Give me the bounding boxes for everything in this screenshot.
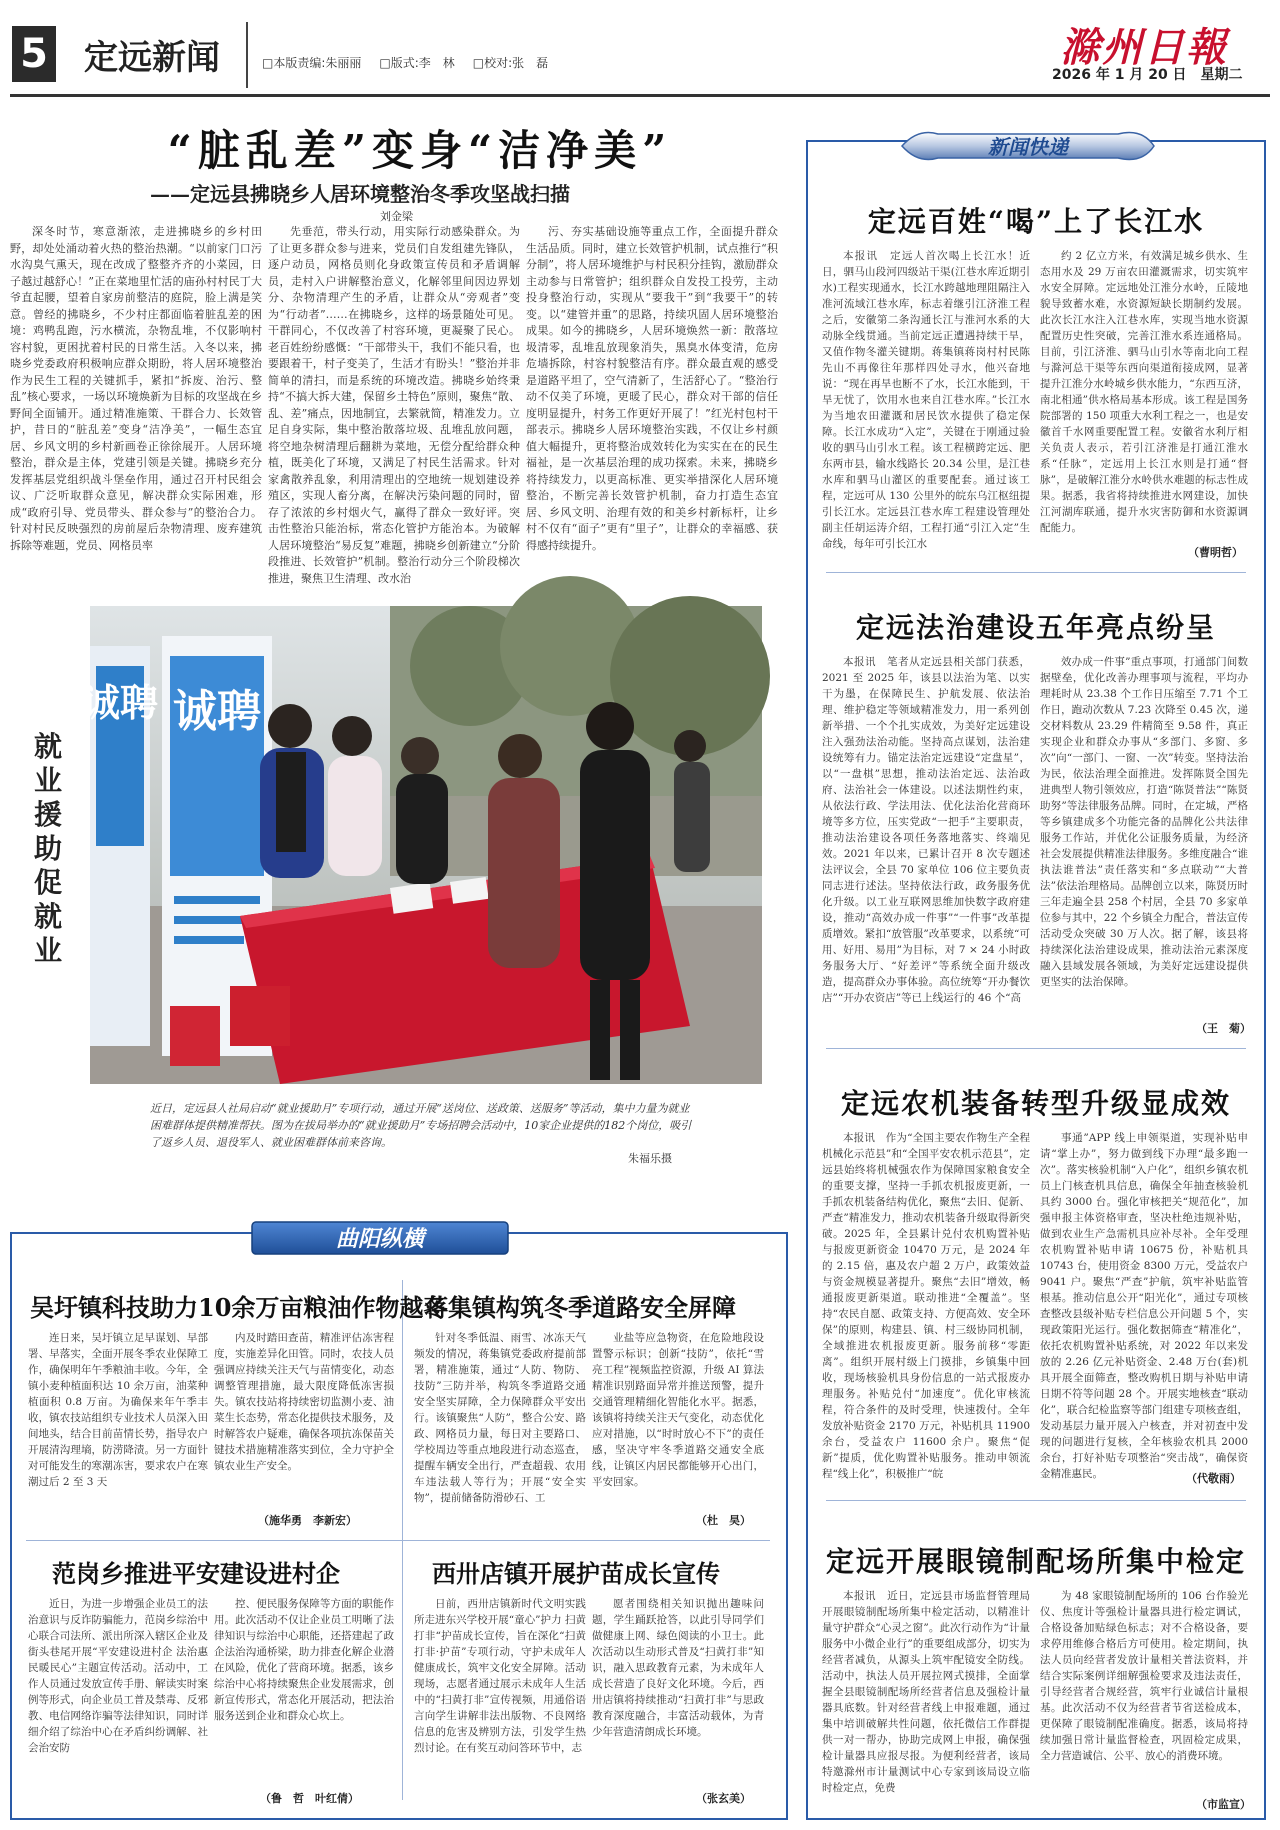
flash-article-2-author: （王 菊） [1196,1022,1251,1035]
photo-vertical-title: 就业援助促就业 [33,730,62,967]
main-headline: “脏乱差”变身“洁净美” [167,126,673,175]
news-photo [81,606,762,1084]
layout-credit: □版式:李 林 [379,56,455,70]
paper-logo: 滁州日報 [1060,24,1228,71]
quyang-article-3-col-2: 控、便民服务保障等方面的职能作用。此次活动不仅让企业员工明晰了法律知识与综治中心职能，还搭建起了政企法治沟通桥梁，助力排查化解企业潜在风险，优化了营商环境。据悉，该乡综治中心将持续聚焦企业发展需求，创新宣传形式，常态化开展活动，把法治服务送到企业和群众心坎上。 [214,1598,394,1722]
quyang-banner-text: 曲阳纵横 [335,1227,425,1252]
masthead-rule [10,94,1270,97]
quyang-horizontal-divider [26,1540,770,1541]
flash-article-3-author: （代敬雨） [1186,1472,1241,1485]
page-number: 5 [12,26,56,82]
news-flash-banner-text: 新闻快递 [988,135,1068,159]
quyang-article-4-author: （张玄美） [696,1792,751,1805]
quyang-article-2-title: 蒋集镇构筑冬季道路安全屏障 [424,1293,736,1322]
quyang-article-2-col-1: 针对冬季低温、雨雪、冰冻天气频发的情况，蒋集镇党委政府提前部署，精准施策，通过“人防、物防、技防”三防并举，构筑冬季道路交通安全坚实屏障，全力保障群众平安出行。该镇聚焦“人防”，整合公安、路政、网格员力量，每日对主要路口、学校周边等重点地段进行动态巡查，提醒车辆安全出行，严查超载、农用车违法载人等行为；开展“安全实物”，提前储备防滑砂石、工 [414,1332,586,1504]
flash-article-3-title: 定远农机装备转型升级显成效 [840,1087,1231,1120]
quyang-article-3-col-1: 近日，为进一步增强企业员工的法治意识与反诈防骗能力，范岗乡综治中心联合司法所、派出所深入辖区企业及街头巷尾开展“平安建设进村企 法治惠民暖民心”主题宣传活动。活动中，工作人员通过发放宣传手册、解读实时案例等形式，向企业员工普及禁毒、反邪教、电信网络诈骗等法律知识，同时详细介绍了综治中心在矛盾纠纷调解、社会治安防 [28,1598,208,1754]
news-flash-banner [898,126,1158,166]
quyang-article-1-author: （施华勇 李新宏） [258,1514,357,1527]
flash-article-3-col-2: 事通”APP 线上申领渠道，实现补贴申请“掌上办”，努力做到线下办理“最多跑一次”。落实核验机制“入户化”，组织乡镇农机员上门核查机具信息，确保全年抽查核验机具约 3000 台。强化审核把关“规范化”，加强申报主体资格审查，坚决杜绝违规补贴，做到农业生产急需机具应补尽补。全年受理农机购置补贴申请 10675 份，补贴机具 10743 台，使用资金 8300 万元，受益农户 9041 户。聚焦“严查”护航，筑牢补贴监管根基。推动信息公开“阳光化”，通过专项核查整改县级补贴专栏信息公开问题 5 个，实现政策阳光运行。强化数据筛查“精准化”，依托农机购置补贴系统，对 2022 年以来发放的 2.26 亿元补贴资金、2.48 万台(套)机具开展全面筛查，整改购机日期与补贴申请日期不符等问题 28 个。开展实地核查“联动化”，联合纪检监察等部门组建专项核查组，发动基层力量开展入户核查，并对初查中发现的问题进行复核，全年核验农机具 2000 余台，打好补贴专项整治“突击战”，确保资金精准惠民。 [1040,1132,1248,1480]
editor-credits [262,54,548,71]
quyang-article-3-author: （鲁 哲 叶红倩） [260,1792,359,1805]
flash-article-1-title: 定远百姓“喝”上了长江水 [867,205,1205,238]
photo-credit: 朱福乐摄 [628,1152,672,1165]
quyang-article-4-col-2: 愿者围绕相关知识抛出趣味问题，学生踊跃抢答，以此引导同学们做健康上网、绿色阅读的小卫士。此次活动以生动形式普及“扫黄打非”知识，融入思政教育元素，为未成年人成长营造了良好文化环境。今后，西卅店镇将持续推动“扫黄打非”与思政教育深度融合，丰富活动载体，为青少年营造清朗成长环境。 [592,1598,764,1738]
quyang-article-2-col-2: 业盐等应急物资，在危险地段设置警示标识；创新“技防”，依托“雪亮工程”视频监控资源，升级 AI 算法精准识别路面异常并推送预警，提升交通管理精细化智能化水平。据悉，该镇将持续关注天气变化，动态优化应对措施，以“时时放心不下”的责任感，坚决守牢冬季道路交通安全底线，让镇区内居民都能够开心出门，平安回家。 [592,1332,764,1488]
flash-article-4-col-1: 本报讯 近日，定远县市场监督管理局开展眼镜制配场所集中检定活动，以精准计量守护群众“心灵之窗”。此次行动作为“计量服务中小微企业行”的重要组成部分，切实为经营者减负，从源头上筑牢配镜安全防线。活动中，执法人员开展拉网式摸排，全面掌握全县眼镜制配场所经营者信息及强检计量器具底数。针对经营者线上申报难题，通过集中培训破解共性问题，依托微信工作群提供一对一帮办，协助完成网上申报，确保强检计量器具应报尽报。为便利经营者，该局特邀滁州市计量测试中心专家到该局设立临时检定点，免费 [822,1590,1030,1794]
banner-ribbon-icon [898,126,1158,166]
flash-article-1-col-1: 本报讯 定远人首次喝上长江水！近日，驷马山段河四级站干渠(江巷水库近期引水)工程实现通水，长江水跨越地理阻隔注入准河流域江巷水库，标志着继引江济淮工程之后，安徽第二条沟通长江与淮河水系的大动脉全线贯通。当前定远正遭遇持续干旱，又值作物冬灌关键期。蒋集镇蒋岗村村民陈先山不再像往年那样四处寻水，他兴奋地说：“现在再旱也断不了水，长江水能到，干旱无忧了，饮用水也来自江巷水库。”长江水为当地农田灌溉和居民饮水提供了稳定保障。长江水成功“入定”，关键在于刚通过验收的驷马山引水工程。该工程横跨定远、肥东两市县，输水线路长 20.34 公里，是江巷水库和驷马山灌区的重要配套。通过该工程，定远可从 130 公里外的皖东乌江枢纽提引长江水。定远县江巷水库工程建设管理处副主任胡运涛介绍，工程打通“引江入定”生命线，每年可引长江水 [822,250,1030,550]
quyang-article-2-author: （杜 昊） [696,1514,751,1527]
quyang-article-1-col-2: 内及时踏田查苗，精准评估冻害程度，实施差异化田管。同时，农技人员强调应持续关注天气与苗情变化，动态调整管理措施，最大限度降低冻害损失。镇农技站将持续密切监测小麦、油菜生长态势，常态化提供技术服务，及时解答农户疑难，确保各项抗冻保苗关键技术措施精准落实到位，全力守护全镇农业生产安全。 [214,1332,394,1472]
editor-credit: □本版责编:朱丽丽 [262,56,362,70]
photo-caption: 近日，定远县人社局启动“就业援助月”专项行动，通过开展“送岗位、送政策、送服务”等活动，集中力量为就业困难群体提供精准帮扶。图为在拔局举办的“就业援助月”专场招聘会活动中，10家企业提供的182个岗位，吸引了返乡人员、退役军人、就业困难群体前来咨询。 [150,1102,692,1149]
section-divider [826,572,1246,573]
flash-article-1-col-2: 约 2 亿立方米，有效满足城乡供水、生态用水及 29 万亩农田灌溉需求，切实筑牢水安全屏障。定远地处江淮分水岭，丘陵地貌导致蓄水难，水资源短缺长期制约发展。此次长江水注入江巷水库，实现当地水资源配置历史性突破，完善江淮水系连通格局。目前，引江济淮、驷马山引水等南北向工程与滁河总干渠等东西向渠道衔接成网，显著提升江淮分水岭城乡供水能力，“东西互济，南北相通”供水格局基本形成。该工程是国务院部署的 150 项重大水利工程之一，也是安徽首千水网重要配置工程。安徽省水利厅相关负责人表示，若引江济淮是打通江淮水系“任脉”，定远用上长江水则是打通“督脉”，是破解江淮分水岭供水难题的标志性成果。据悉，我省将持续推进水网建设，加快江河湖库联通，提升水灾害防御和水资源调配能力。 [1040,250,1248,534]
quyang-article-1-title: 吴圩镇科技助力10余万亩粮油作物越冬 [30,1293,448,1322]
section-divider [826,1500,1246,1501]
main-subheadline: ——定远县拂晓乡人居环境整治冬季攻坚战扫描 [150,182,570,206]
quyang-article-4-title: 西卅店镇开展护苗成长宣传 [432,1559,720,1588]
main-article-column-1: 深冬时节，寒意渐浓，走进拂晓乡的乡村田野，却处处涌动着火热的整治热潮。“以前家门口污水沟臭气熏天，现在改成了整整齐齐的小菜园，日子越过越舒心！”正在菜地里忙活的庙孙村村民丁大爷直起腰，望着自家房前整洁的庭院，脸上满是笑意。曾经的拂晓乡，不少村庄都面临着脏乱差的困境：鸡鸭乱跑，污水横流，杂物乱堆，不仅影响村容村貌，更困扰着村民的日常生活。入冬以来，拂晓乡党委政府积极响应群众期盼，将人居环境整治作为民生工程的关键抓手，紧扣“拆废、治污、整乱”核心要求，一场以环境焕新为目标的攻坚战在乡野间全面铺开。通过精准施策、干群合力、长效管护，昔日的“脏乱差”变身“洁净美”，一幅生态宜居、乡风文明的乡村新画卷正徐徐展开。人居环境整治，群众是主体，党建引领是关键。拂晓乡充分发挥基层党组织战斗堡垒作用，通过召开村民组会议、广泛听取群众意见，解决群众实际困难，形成“政府引导、党员带头、群众参与”的整治合力。针对村民反映强烈的房前屋后杂物清理、废弃建筑拆除等难题，党员、网格员率 [10,225,262,552]
issue-date: 2026 年 1 月 20 日 星期二 [1052,67,1243,83]
quyang-article-3-title: 范岗乡推进平安建设进村企 [52,1559,340,1588]
main-article-column-2: 先垂范，带头行动，用实际行动感染群众。为了让更多群众参与进来，党员们自发组建先锋队，逐户动员，网格员则化身政策宣传员和矛盾调解员，走村入户讲解整治意义，化解邻里间因边界划分、杂物清理产生的矛盾，让群众从“旁观者”变为“行动者”……在拂晓乡，这样的场景随处可见。干群同心，不仅改善了村容环境，更凝聚了民心。老百姓纷纷感慨：“干部带头干，我们不能只看，也要跟着干，村子变美了，生活才有盼头！”整治并非简单的清扫，而是系统的环境改造。拂晓乡始终秉持“不搞大拆大建，保留乡土特色”原则，聚焦“散、乱、差”痛点，因地制宜，去繁就简，精准发力。立足自身实际，集中整治散落垃圾、乱堆乱放问题，将空地杂树清理后翻耕为菜地，无偿分配给群众种植，既美化了环境，又满足了村民生活需求。针对家禽散养乱象，利用清理出的空地统一规划建设养殖区，实现人畜分离，在解决污染问题的同时，留存了浓浓的乡村烟火气，赢得了群众一致好评。突击性整治只能治标，常态化管护方能治本。为破解人居环境整治“易反复”难题，拂晓乡创新建立“分阶段推进、长效管护”机制。整治行动分三个阶段梯次推进，聚焦卫生清理、改水治 [268,225,520,585]
main-article-column-3: 污、夯实基础设施等重点工作，全面提升群众生活品质。同时，建立长效管护机制，试点推行“积分制”，将人居环境维护与村民积分挂钩，激励群众主动参与日常管护；组织群众自发投工投劳，主动投身整治行动，实现从“要我干”到“我要干”的转变。以“建管并重”的思路，持续巩固人居环境整治成果。如今的拂晓乡，人居环境焕然一新：散落垃圾清零，乱堆乱放现象消失，黑臭水体变清，危房危墙拆除，村容村貌整洁有序。群众最直观的感受是道路平坦了，空气清新了，生活舒心了。“整治行动不仅美了环境，更暖了民心，群众对干部的信任度明显提升，村务工作更好开展了！”红光村包村干部表示。拂晓乡人居环境整治实践，不仅让乡村颜值大幅提升，更将整治成效转化为实实在在的民生福祉，是一次基层治理的成功探索。未来，拂晓乡将持续发力，以更高标准、更实举措深化人居环境整治，不断完善长效管护机制，奋力打造生态宜居、乡风文明、治理有效的和美乡村新标杆，让乡村不仅有“面子”更有“里子”，让群众的幸福感、获得感持续提升。 [526,225,778,552]
quyang-article-1-col-1: 连日来，吴圩镇立足早谋划、早部署、早落实，全面开展冬季农业保障工作，确保明年午季粮油丰收。今年，全镇小麦种植面积达 10 余万亩，油菜种植面积 0.8 万亩。为确保来年午季丰收，镇农技站组织专业技术人员深入田间地头，结合目前苗情长势，指导农户开展清沟理墒，防涝降渍。另一方面针对可能发生的寒潮冻害，要求农户在寒潮过后 2 至 3 天 [28,1332,208,1488]
flash-article-1-author: （曹明哲） [1188,546,1243,559]
banner-ribbon-icon [250,1218,510,1258]
proofread-credit: □校对:张 磊 [472,56,549,70]
flash-article-4-col-2: 为 48 家眼镜制配场所的 106 台作验光仪、焦度计等强检计量器具进行检定调试，合格设备加贴绿色标志；对不合格设备，要求停用维修合格后方可使用。检定期间，执法人员向经营者发放计量相关普法资料，并结合实际案例详细解强检要求及违法责任，引导经营者合规经营，筑牢行业诚信计量根基。此次活动不仅为经营者节省送检成本，更保障了眼镜制配准确度。据悉，该局将持续加强日常计量监督检查，巩固检定成果，全力营造诚信、公平、放心的消费环境。 [1040,1590,1248,1762]
banner-left-text: 诚聘 [81,681,159,725]
quyang-banner [250,1218,510,1258]
section-divider [826,1048,1246,1049]
banner-right-text: 诚聘 [173,686,261,737]
flash-article-2-title: 定远法治建设五年亮点纷呈 [855,611,1216,644]
main-byline: 刘金梁 [380,210,413,223]
photo-illustration [81,606,762,1084]
flash-article-2-col-1: 本报讯 笔者从定远县相关部门获悉，2021 至 2025 年，该县以法治为笔、以实干为墨，在保障民生、护航发展、依法治理、维护稳定等领域精准发力，用一系列创新举措、一个个扎实成效，为美好定远建设注入强劲法治动能。坚持高点谋划，法治建设统筹有力。锚定法治定远建设“定盘星”，以“一盘棋”思想，推动法治定远、法治政府、法治社会一体建设。以述法期性约束，从依法行政、学法用法、优化法治化营商环境等多方位，压实党政“一把手”主要职责，推动法治建设各项任务落地落实、终端见效。2021 年以来，已累计召开 8 次专题述法评议会，全县 70 家单位 106 位主要负责同志进行述法。坚持依法行政，政务服务优化升级。以工业互联网思维加快数字政府建设，推动“高效办成一件事”“一件事”改革提质增效。紧扣“放管服”改革要求，以系统“可用、好用、易用”为目标，对 7 × 24 小时政务服务大厅、“好差评”等系统全面升级改造，提高群众办事体验。高位统筹“开办餐饮店”“开办农资店”等已上线运行的 46 个“高 [822,656,1030,1004]
masthead-divider [246,22,248,88]
quyang-article-4-col-1: 日前，西卅店镇新时代文明实践所走进东兴学校开展“童心”护力 扫黄打非“护苗成长宣传，旨在深化“扫黄打非·护苗”专项行动，守护未成年人健康成长，筑牢文化安全屏障。活动现场，志愿者通过展示未成年人生活中的“扫黄打非”宣传视频，用通俗语言向学生讲解非法出版物、不良网络信息的危害及辨别方法，引发学生热烈讨论。在有奖互动问答环节中，志 [414,1598,586,1754]
flash-article-4-author: （市监宣） [1196,1798,1251,1811]
flash-article-4-title: 定远开展眼镜制配场所集中检定 [825,1545,1246,1578]
section-name: 定远新闻 [84,38,220,78]
flash-article-3-col-1: 本报讯 作为“全国主要农作物生产全程机械化示范县”和“全国平安农机示范县”，定远县始终将机械强农作为保障国家粮食安全的重要支撑，坚持一手抓农机报废更新，一手抓农机装备结构优化，聚焦“去旧、促新、严查”精准发力，推动农机装备升级取得新突破。2025 年，全县累计兑付农机购置补贴与报废更新资金 10470 万元，是 2024 年的 2.15 倍，惠及农户超 2 万户，政策效益与资金规模显著提升。聚焦“去旧”增效，畅通报废更新渠道。联动推进“全覆盖”。坚持“农民自愿、政策支持、方便高效、安全环保”的原则，构建县、镇、村三级协同机制，全域推进农机报废更新。服务前移“零距离”。组织开展村级上门摸排，乡镇集中回收，现场核验机具身份信息的一站式报废办理服务。补贴兑付“加速度”。优化审核流程，符合条件的及时受理，快速拨付。全年发放补贴资金 2170 万元，补贴机具 11900 余台，受益农户 11600 余户。聚焦“促新”提质，优化购置补贴服务。推动申领流程“线上化”，积极推广“皖 [822,1132,1030,1480]
flash-article-2-col-2: 效办成一件事”重点事项，打通部门间数据壁垒，优化改善办理事项与流程，平均办理耗时从 23.38 个工作日压缩至 7.71 个工作日，跑动次数从 7.23 次降至 0.45 次，递交材料数从 23.29 件精简至 9.58 件，真正实现企业和群众办事从“多部门、多窗、多次”向“一部门、一窗、一次”转变。坚持法治为民，依法治理全面推进。发挥陈贤全国先进典型人物引领效应，打造“陈贤普法”“陈贤助努”等法律服务品牌。同时，在定城，严格等乡镇建成多个功能完备的品牌化公共法律服务工作站，并优化公证服务质量，为经济社会发展提供精准法律服务。多维度融合“谁执法谁普法”责任落实和“多点联动”“大普法”依法治理格局。品牌创立以来，陈贤历时三年走遍全县 258 个村居，全县 70 多家单位参与其中，22 个乡镇全力配合，普法宣传活动受众突破 30 万人次。据了解，该县将持续深化法治建设成果，推动法治元素深度融入县域发展各领域，为美好定远建设提供更坚实的法治保障。 [1040,656,1248,988]
